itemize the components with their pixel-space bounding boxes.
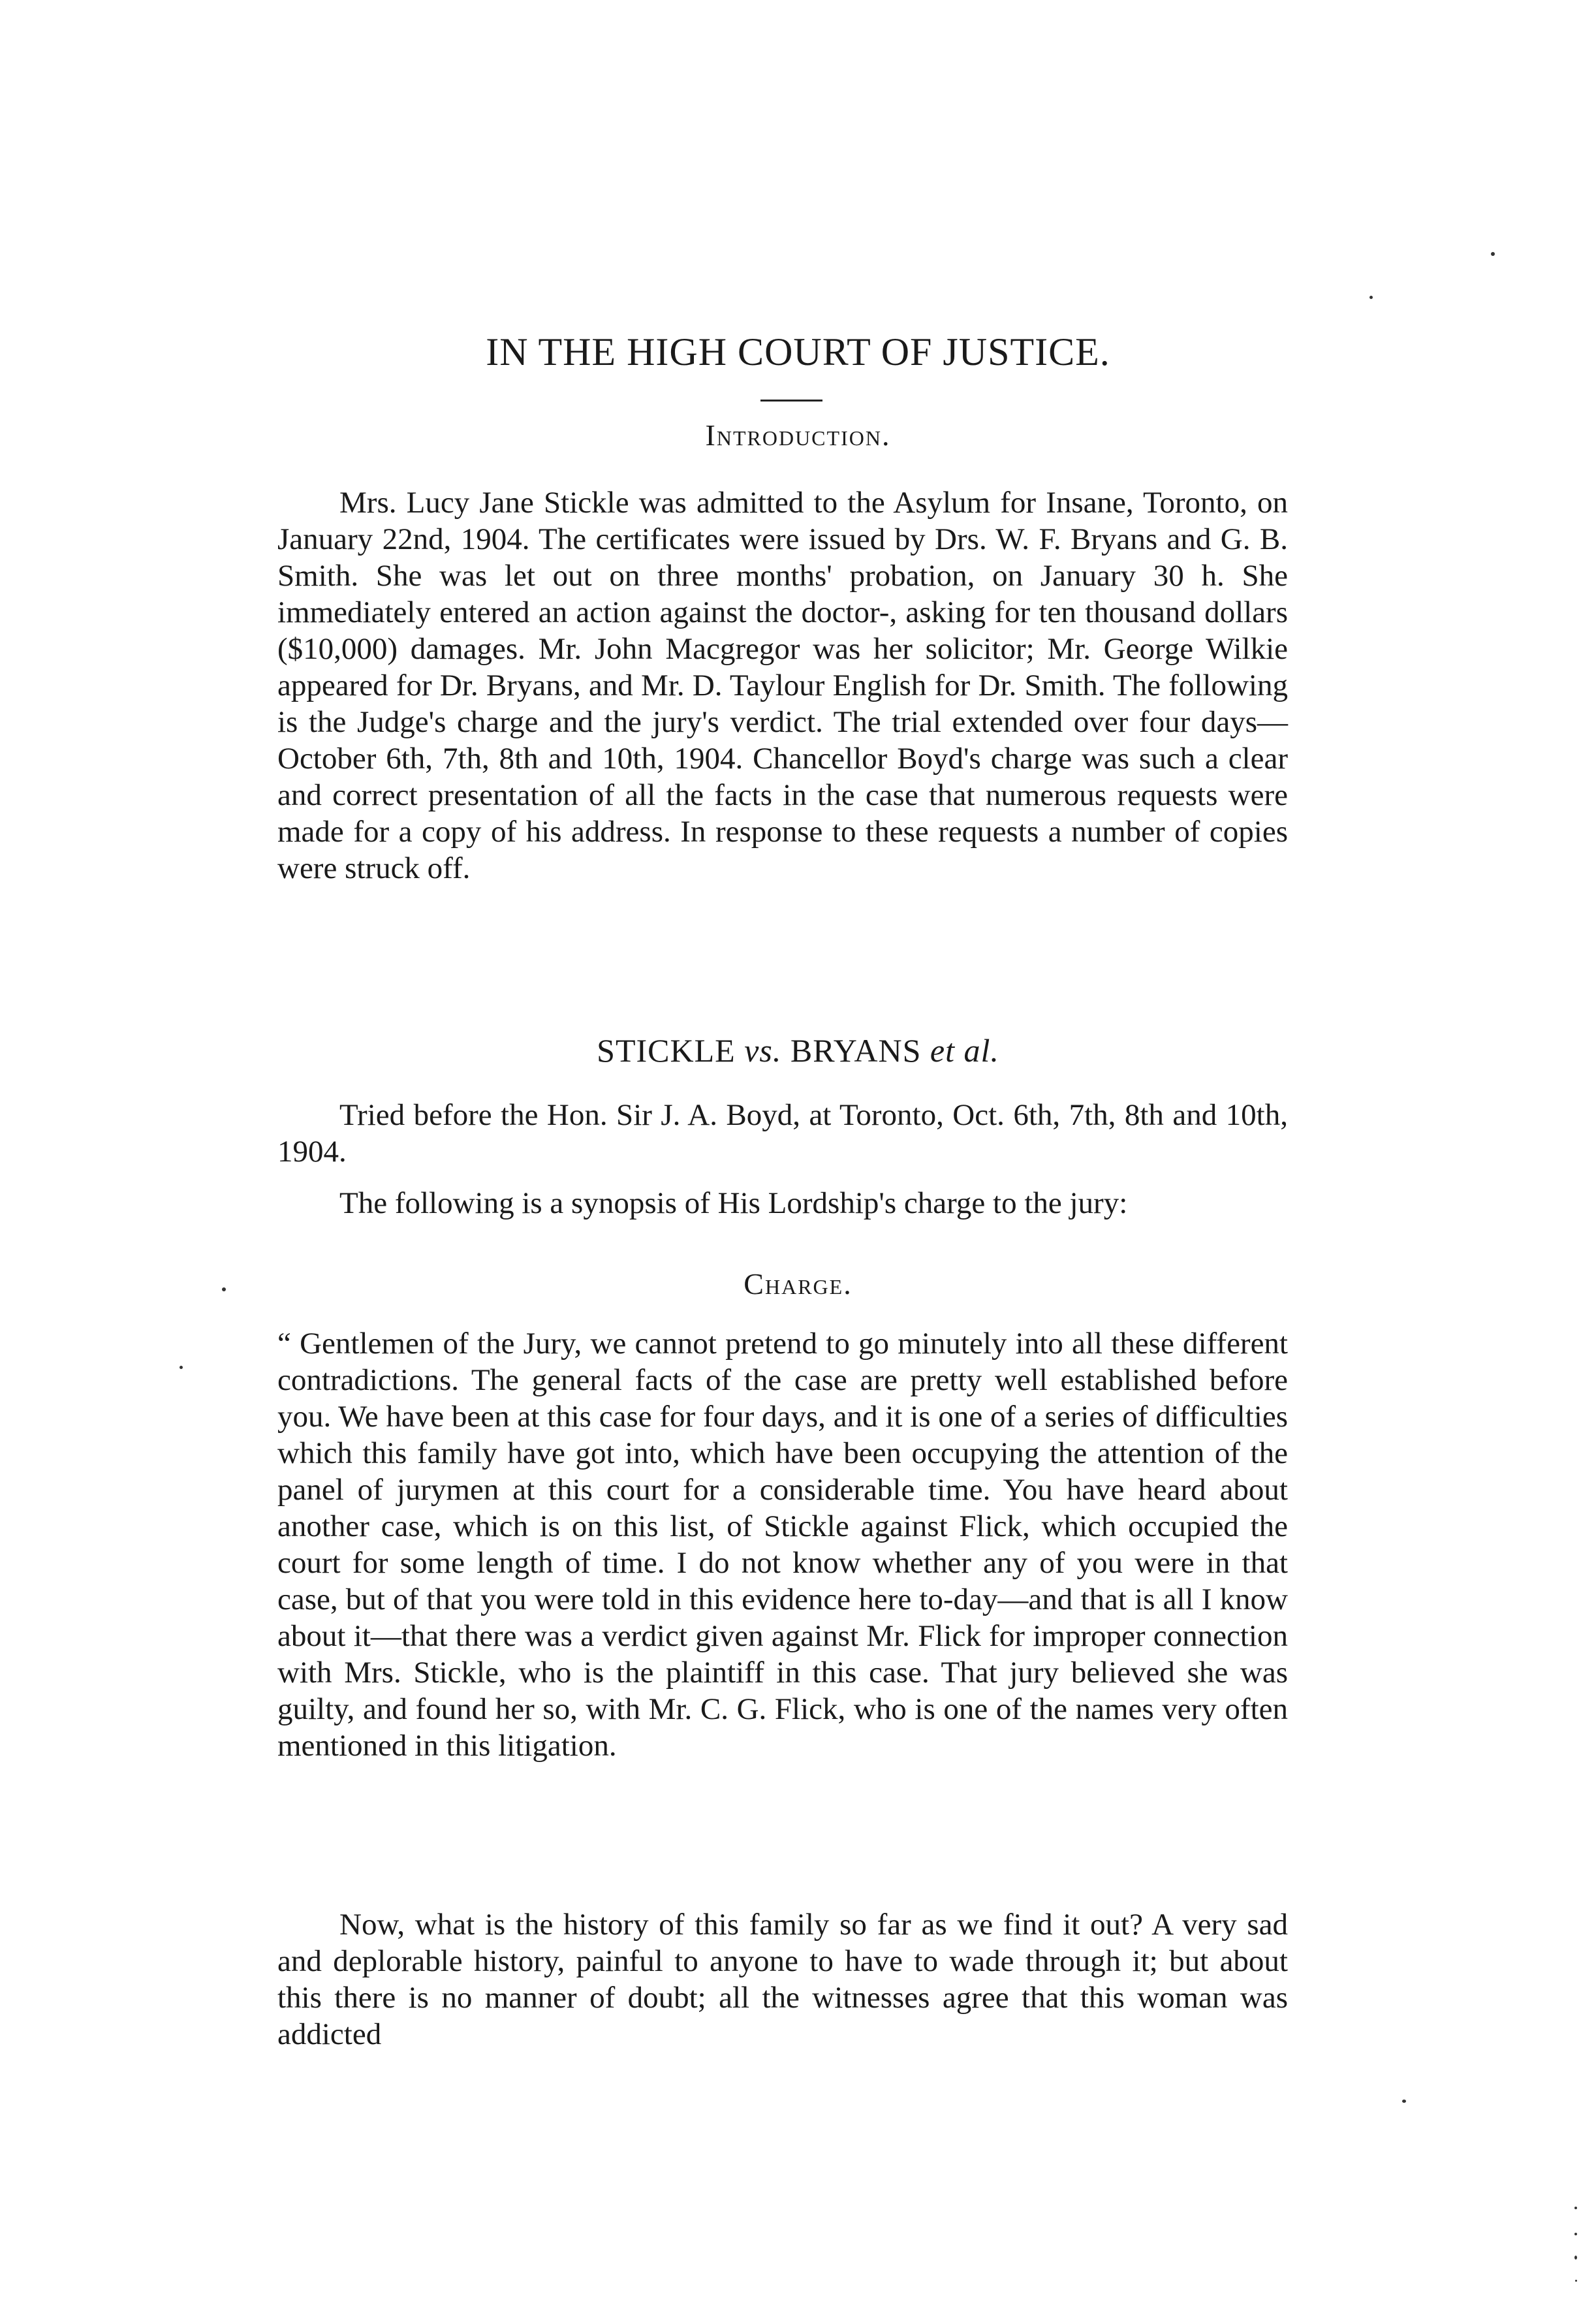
- tried-before-paragraph: Tried before the Hon. Sir J. A. Boyd, at Toronto, Oct. 6th, 7th, 8th and 10th, 1904.: [277, 1098, 1288, 1169]
- scan-speck: [1574, 2207, 1577, 2209]
- scan-speck: [1575, 2280, 1577, 2282]
- scan-speck: [1574, 2233, 1577, 2235]
- scan-speck: [222, 1287, 226, 1291]
- introduction-heading: Introduction.: [705, 418, 891, 452]
- title-divider: [760, 400, 822, 402]
- page-title: IN THE HIGH COURT OF JUSTICE.: [486, 330, 1110, 373]
- case-party-defendant: BRYANS: [790, 1032, 922, 1069]
- case-et-al: et al.: [930, 1032, 999, 1069]
- scan-speck: [180, 1366, 183, 1369]
- scan-speck: [1402, 2100, 1406, 2103]
- synopsis-intro-paragraph: The following is a synopsis of His Lordship's charge to the jury:: [339, 1186, 1128, 1220]
- charge-paragraph-1: “ Gentlemen of the Jury, we cannot pretend to go minutely into all these different contradictions. The general facts of the case are pretty well established before you. We have been at this case for four days, and it is one of a series of difficulties which this family have got into, which have been occupying the attention of the panel of jurymen at this court for a considerable time. You have heard about another case, which is on this list, of Stickle against Flick, which occupied the court for some length of time. I do not know whether any of you were in that case, but of that you were told in this evidence here to-day—and that is all I know about it—that there was a verdict given against Mr. Flick for improper connection with Mrs. Stickle, who is the plaintiff in this case. That jury believed she was guilty, and found her so, with Mr. C. G. Flick, who is one of the names very often mentioned in this litigation.: [277, 1327, 1288, 1763]
- case-title: [0, 1032, 1596, 1069]
- charge-paragraph-2: Now, what is the history of this family so far as we find it out? A very sad and deplorable history, painful to anyone to have to wade through it; but about this there is no manner of doubt; all the witnesses agree that this woman was addicted: [277, 1908, 1288, 2051]
- introduction-paragraph: Mrs. Lucy Jane Stickle was admitted to the Asylum for Insane, Toronto, on January 22nd, 1904. The certificates were issued by Drs. W. F. Bryans and G. B. Smith. She was let out on three months' probation, on January 30 h. She immediately entered an action against the doctor-, asking for ten thousand dollars ($10,000) damages. Mr. John Macgregor was her solicitor; Mr. George Wilkie appeared for Dr. Bryans, and Mr. D. Taylour English for Dr. Smith. The following is the Judge's charge and the jury's verdict. The trial extended over four days—October 6th, 7th, 8th and 10th, 1904. Chancellor Boyd's charge was such a clear and correct presentation of all the facts in the case that numerous requests were made for a copy of his address. In response to these requests a number of copies were struck off.: [277, 486, 1288, 885]
- charge-heading: Charge.: [743, 1267, 853, 1300]
- scan-speck: [1491, 252, 1495, 256]
- case-versus: vs.: [744, 1032, 782, 1069]
- scan-speck: [1574, 2256, 1577, 2260]
- scan-speck: [1369, 296, 1373, 299]
- case-party-plaintiff: STICKLE: [597, 1032, 736, 1069]
